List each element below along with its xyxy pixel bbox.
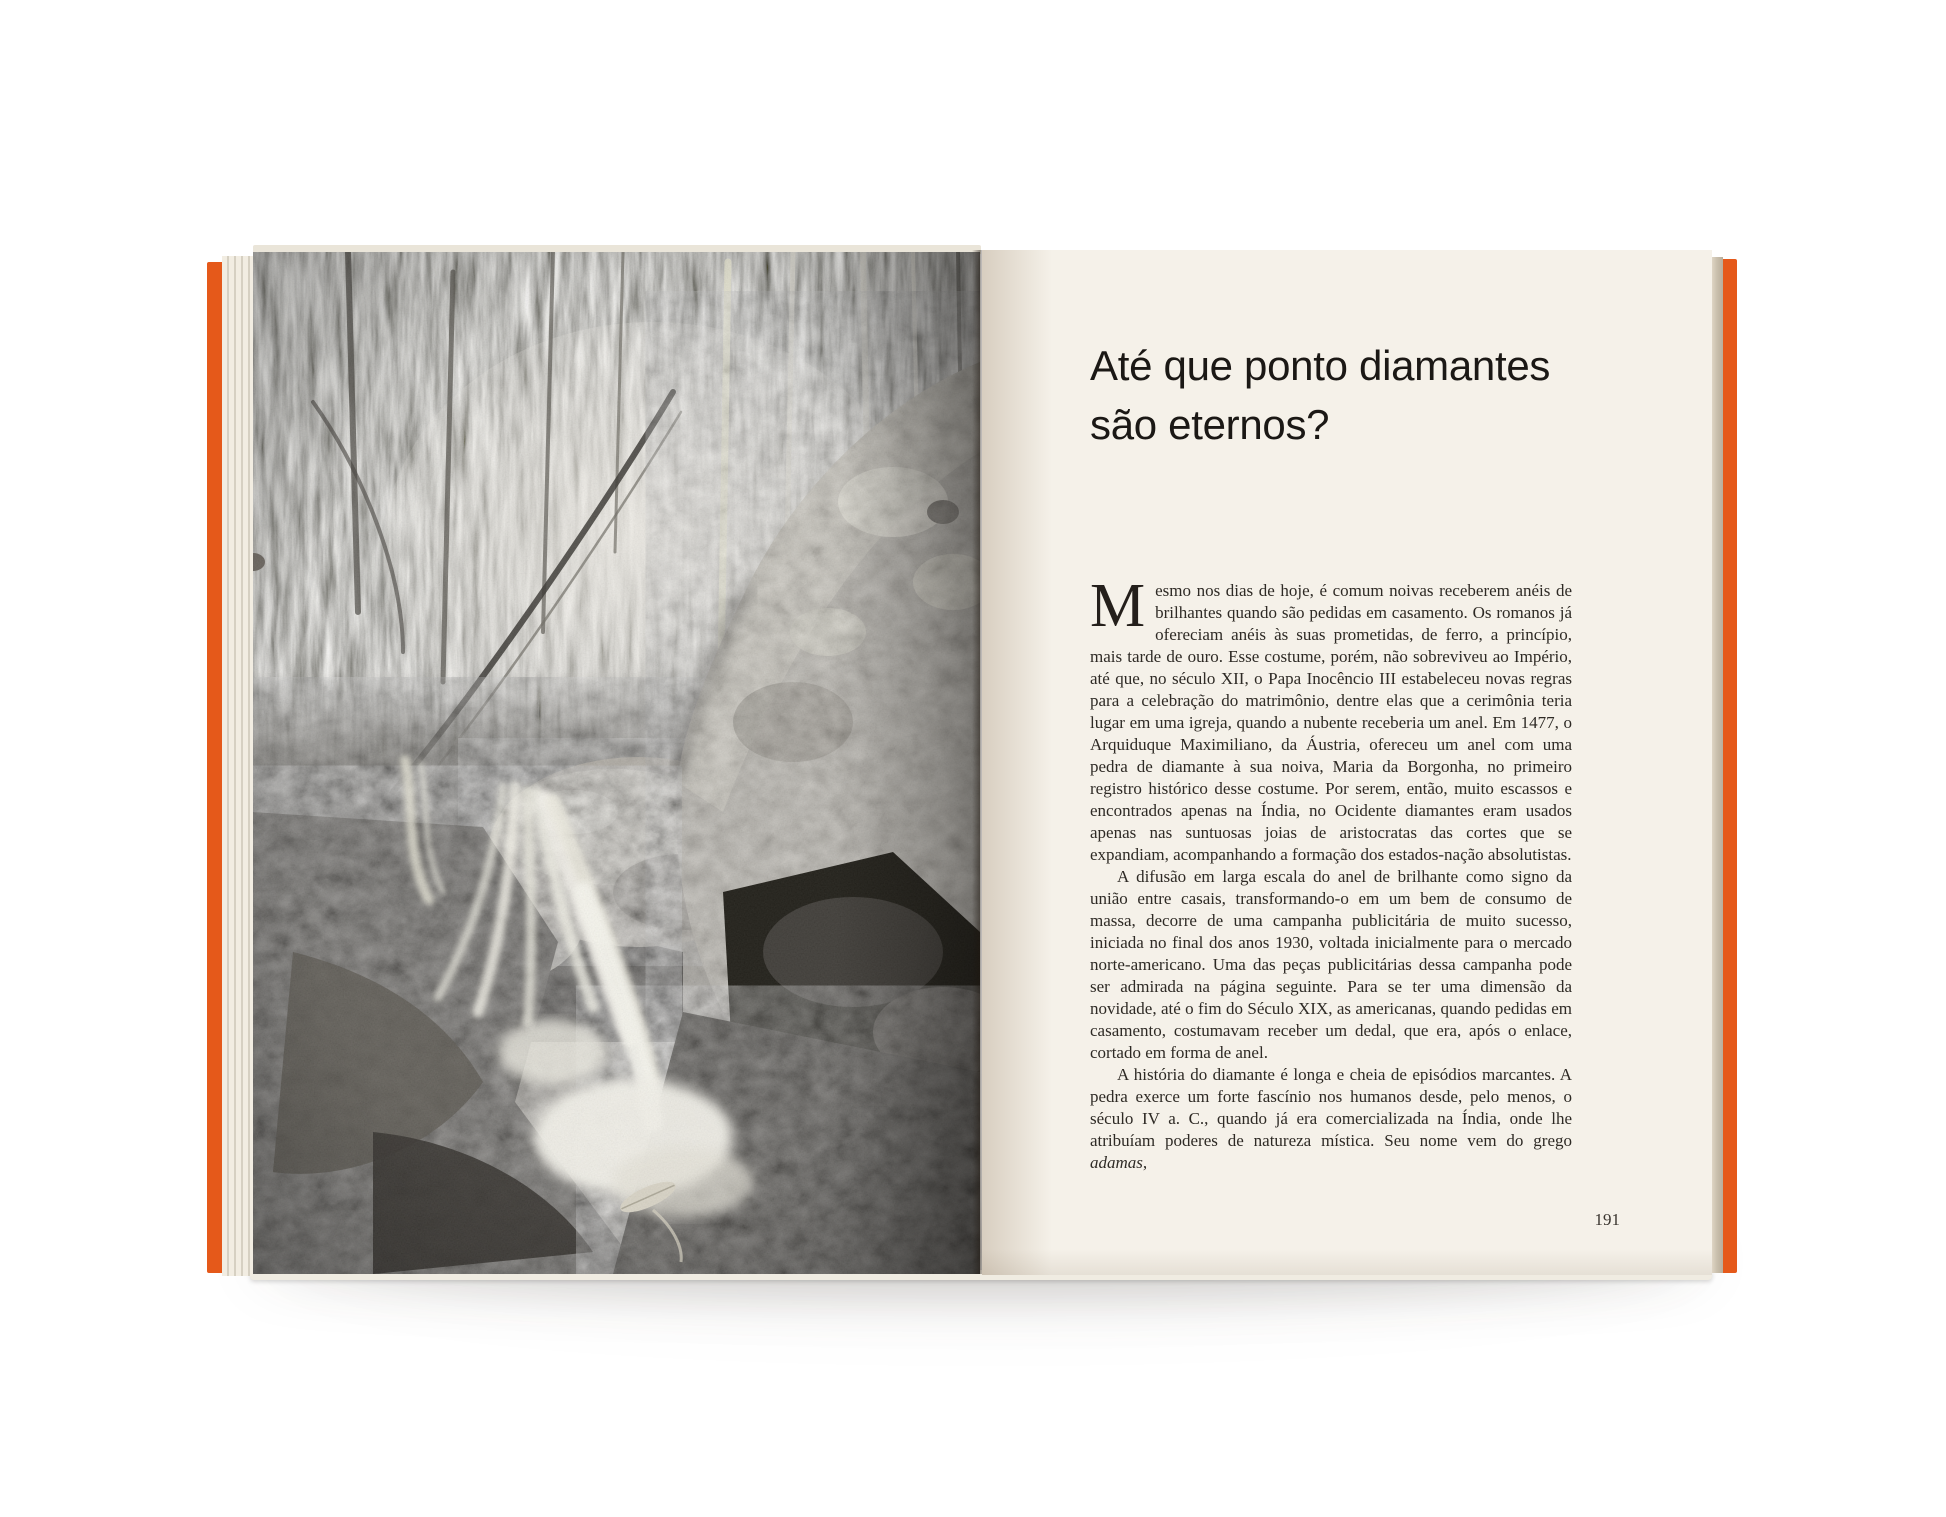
chapter-title-line-2: são eternos?: [1090, 401, 1330, 448]
chapter-title-line-1: Até que ponto diamantes: [1090, 342, 1551, 389]
page-number: 191: [1594, 1210, 1620, 1229]
waterfall-photo: [253, 252, 980, 1274]
paragraph-3-tail: ,: [1142, 1153, 1148, 1172]
right-page-stack-edge: [1712, 257, 1723, 1273]
italic-term: adamas: [1090, 1153, 1143, 1172]
paragraph-2: A difusão em larga escala do anel de brilhante como signo da união entre casais, transformando-o em um bem de consumo de massa, decorre de uma campanha publicitária de muito sucesso, iniciada no final dos anos 1930, voltada inicialmente para o mercado norte-americano. Uma das peças publicitárias dessa campanha pode ser admirada na página seguinte. Para se ter uma dimensão da novidade, até o fim do Século XIX, as americanas, quando pedidas em casamento, costumavam receber um dedal, que era, após o enlace, cortado em forma de anel.: [1090, 867, 1572, 1062]
left-page-stack-edge: [222, 256, 253, 1276]
chapter-title: [1090, 336, 1610, 454]
paragraph-1: [1090, 572, 1572, 866]
right-page: [982, 250, 1712, 1275]
paragraph-3: [1090, 1064, 1572, 1174]
left-cover-edge: [207, 262, 222, 1273]
left-page-photo: [253, 252, 980, 1274]
paragraph-1-text: esmo nos dias de hoje, é comum noivas receberem anéis de brilhantes quando são pedidas em casamento. Os romanos já ofereciam anéis às suas prometidas, de ferro, a princípio, mais tarde de ouro. Esse costume, porém, não sobreviveu ao Império, até que, no século XII, o Papa Inocêncio III estabeleceu novas regras para a celebração do matrimônio, dentre elas que a cerimônia teria lugar em uma igreja, quando a nubente receberia um anel. Em 1477, o Arquiduque Maximiliano, da Áustria, ofereceu um anel com uma pedra de diamante à sua noiva, Maria da Borgonha, no primeiro registro histórico desse costume. Por serem, então, muito escassos e encontrados apenas na Índia, no Ocidente diamantes eram usados apenas nas suntuosas joias de aristocratas das cortes que se expandiam, acompanhando a formação dos estados-nação absolutistas.: [1090, 581, 1572, 864]
body-text: [1090, 572, 1572, 1174]
right-cover-edge: [1723, 259, 1737, 1273]
paragraph-3-text: A história do diamante é longa e cheia de episódios marcantes. A pedra exerce um forte fascínio nos humanos desde, pelo menos, o século IV a. C., quando já era comercializada na Índia, onde lhe atribuíam poderes de natureza mística. Seu nome vem do grego: [1090, 1065, 1572, 1150]
drop-cap: M: [1090, 572, 1146, 640]
